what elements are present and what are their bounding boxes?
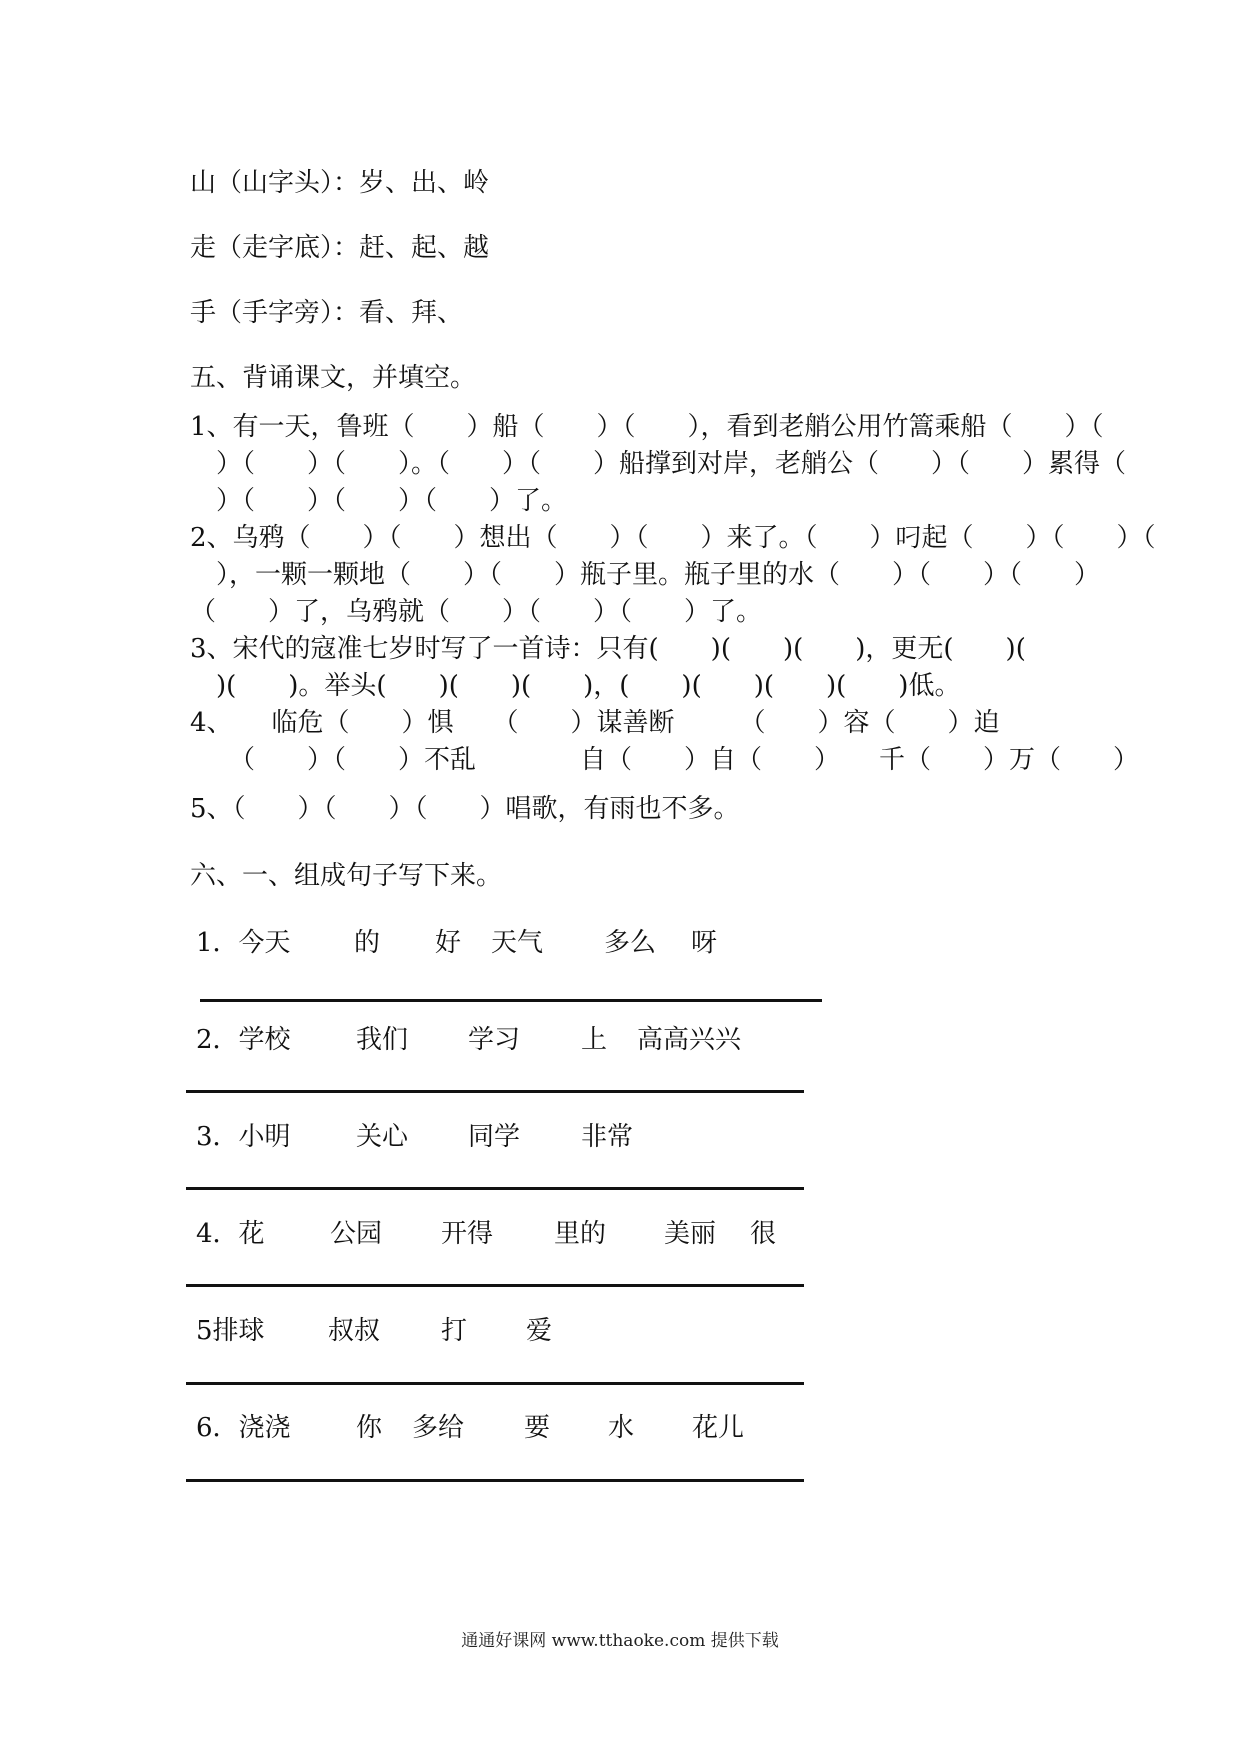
answer-line-2[interactable] xyxy=(186,1090,804,1093)
sentence-word: 高高兴兴 xyxy=(637,1025,742,1055)
sentence-word: 多给 xyxy=(412,1413,465,1443)
sentence-word: 1．今天 xyxy=(196,928,291,958)
section-5-title: 五、背诵课文，并填空。 xyxy=(190,363,477,393)
sentence-word: 开得 xyxy=(441,1219,494,1249)
sentence-word: 非常 xyxy=(581,1122,634,1152)
sentence-word: 3．小明 xyxy=(196,1122,291,1152)
recite-line: ）（ ）（ ）（ ）了。 xyxy=(190,486,568,516)
recite-line: 2、乌鸦（ ）（ ）想出（ ）（ ）来了。（ ）叼起（ ）（ ）（ xyxy=(190,523,1156,553)
sentence-word: 美丽 xyxy=(664,1219,717,1249)
answer-line-4[interactable] xyxy=(186,1284,804,1287)
radical-line-shou: 手（手字旁）：看、拜、 xyxy=(190,298,464,328)
sentence-word: 天气 xyxy=(491,928,544,958)
sentence-word: 关心 xyxy=(356,1122,409,1152)
sentence-word: 要 xyxy=(524,1413,551,1443)
sentence-word: 爱 xyxy=(526,1316,553,1346)
answer-line-3[interactable] xyxy=(186,1187,804,1190)
sentence-word: 我们 xyxy=(356,1025,409,1055)
section-6-title: 六、一、组成句子写下来。 xyxy=(190,861,503,891)
sentence-word: 6．浇浇 xyxy=(196,1413,291,1443)
recite-line: （ ）（ ）不乱 自（ ）自（ ） 千（ ）万（ ） xyxy=(190,745,1140,775)
sentence-word: 打 xyxy=(441,1316,468,1346)
sentence-word: 里的 xyxy=(554,1219,607,1249)
sentence-word: 呀 xyxy=(691,928,718,958)
sentence-word: 同学 xyxy=(468,1122,521,1152)
sentence-word: 好 xyxy=(435,928,462,958)
sentence-word: 叔叔 xyxy=(328,1316,381,1346)
sentence-word: 2．学校 xyxy=(196,1025,291,1055)
recite-line: ），一颗一颗地（ ）（ ）瓶子里。瓶子里的水（ ）（ ）（ ） xyxy=(190,560,1101,590)
answer-line-5[interactable] xyxy=(186,1382,804,1385)
sentence-word: 的 xyxy=(354,928,381,958)
recite-line: 3、宋代的寇准七岁时写了一首诗：只有( )( )( )，更无( )( xyxy=(190,634,1026,664)
recite-line: 1、有一天，鲁班（ ）船（ ）（ ），看到老艄公用竹篙乘船（ ）（ xyxy=(190,412,1104,442)
sentence-word: 很 xyxy=(750,1219,777,1249)
sentence-word: 5排球 xyxy=(196,1316,265,1346)
sentence-word: 学习 xyxy=(468,1025,521,1055)
recite-line: 5、（ ）（ ）（ ）唱歌，有雨也不多。 xyxy=(190,794,740,824)
sentence-word: 公园 xyxy=(330,1219,383,1249)
recite-line: 4、 临危（ ）惧 （ ）谋善断 （ ）容（ ）迫 xyxy=(190,708,1000,738)
footer-credit: 通通好课网 www.tthaoke.com 提供下载 xyxy=(461,1631,779,1651)
radical-line-zou: 走（走字底）：赶、起、越 xyxy=(190,233,490,263)
recite-line: )( )。举头( )( )( )，( )( )( )( )低。 xyxy=(190,671,961,701)
recite-line: ）（ ）（ ）。（ ）（ ）船撑到对岸，老艄公（ ）（ ）累得（ xyxy=(190,449,1127,479)
sentence-word: 花儿 xyxy=(692,1413,745,1443)
answer-line-6[interactable] xyxy=(186,1479,804,1482)
answer-line-1[interactable] xyxy=(200,999,822,1002)
sentence-word: 水 xyxy=(608,1413,635,1443)
recite-line: （ ）了，乌鸦就（ ）（ ）（ ）了。 xyxy=(190,597,763,627)
sentence-word: 你 xyxy=(356,1413,383,1443)
sentence-word: 4．花 xyxy=(196,1219,265,1249)
sentence-word: 多么 xyxy=(604,928,657,958)
sentence-word: 上 xyxy=(581,1025,608,1055)
radical-line-shan: 山（山字头）：岁、出、岭 xyxy=(190,168,490,198)
